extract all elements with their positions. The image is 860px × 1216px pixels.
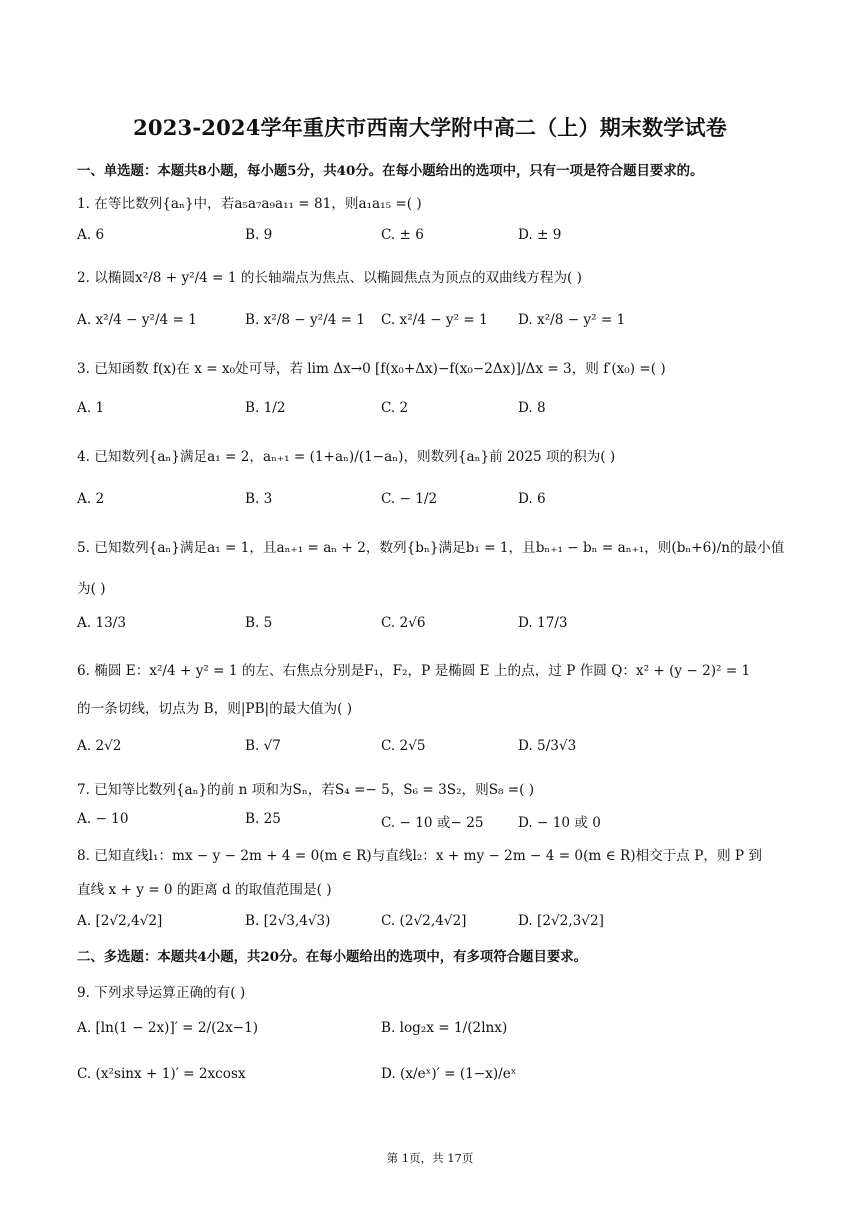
question-5-option-d: D. 17/3 bbox=[518, 615, 568, 631]
question-6-option-c: C. 2√5 bbox=[381, 738, 426, 754]
question-9-option-d: D. (x/eˣ)′ = (1−x)/eˣ bbox=[381, 1066, 517, 1082]
question-2-option-b: B. x²/8 − y²/4 = 1 bbox=[245, 312, 366, 328]
question-9-stem: 9. 下列求导运算正确的有( ) bbox=[77, 985, 246, 1001]
section-heading-multiple-choice: 二、多选题：本题共4小题，共20分。在每小题给出的选项中，有多项符合题目要求。 bbox=[77, 949, 588, 965]
question-1-option-a: A. 6 bbox=[77, 227, 105, 243]
section-heading-single-choice: 一、单选题：本题共8小题，每小题5分，共40分。在每小题给出的选项中，只有一项是符合题目要求的。 bbox=[77, 163, 704, 179]
question-8-option-b: B. [2√3,4√3) bbox=[245, 913, 331, 929]
page-title: 2023-2024学年重庆市西南大学附中高二（上）期末数学试卷 bbox=[133, 115, 727, 140]
question-8-option-c: C. (2√2,4√2] bbox=[381, 913, 467, 929]
question-2-option-d: D. x²/8 − y² = 1 bbox=[518, 312, 626, 328]
question-3-stem: 3. 已知函数 f(x)在 x = x₀处可导，若 lim Δx→0 [f(x₀+Δx)−f(x₀−2Δx)]/Δx = 3，则 f′(x₀) =( ) bbox=[77, 361, 666, 377]
question-2-option-c: C. x²/4 − y² = 1 bbox=[381, 312, 488, 328]
question-1-option-c: C. ± 6 bbox=[381, 227, 424, 243]
question-8-stem-line2: 直线 x + y = 0 的距离 d 的取值范围是( ) bbox=[77, 882, 332, 898]
question-6-option-d: D. 5/3√3 bbox=[518, 738, 577, 754]
question-7-option-c: C. − 10 或− 25 bbox=[381, 815, 484, 831]
page-footer: 第 1页，共 17页 bbox=[386, 1151, 474, 1165]
question-1-option-b: B. 9 bbox=[245, 227, 273, 243]
question-2-option-a: A. x²/4 − y²/4 = 1 bbox=[77, 312, 197, 328]
question-3-option-b: B. 1/2 bbox=[245, 400, 286, 416]
question-4-option-b: B. 3 bbox=[245, 491, 273, 507]
question-6-option-a: A. 2√2 bbox=[77, 738, 122, 754]
question-9-option-b: B. log₂x = 1/(2lnx) bbox=[381, 1020, 508, 1036]
question-5-option-b: B. 5 bbox=[245, 615, 273, 631]
question-7-option-d: D. − 10 或 0 bbox=[518, 815, 601, 831]
question-8-option-a: A. [2√2,4√2] bbox=[77, 913, 163, 929]
question-4-stem: 4. 已知数列{aₙ}满足a₁ = 2，aₙ₊₁ = (1+aₙ)/(1−aₙ)，则数列{aₙ}前 2025 项的积为( ) bbox=[77, 449, 616, 465]
question-4-option-d: D. 6 bbox=[518, 491, 546, 507]
question-6-option-b: B. √7 bbox=[245, 738, 281, 754]
question-1-stem: 1. 在等比数列{aₙ}中，若a₅a₇a₉a₁₁ = 81，则a₁a₁₅ =( ) bbox=[77, 196, 422, 212]
question-6-stem: 6. 椭圆 E：x²/4 + y² = 1 的左、右焦点分别是F₁，F₂，P 是椭圆 E 上的点，过 P 作圆 Q：x² + (y − 2)² = 1 bbox=[77, 663, 751, 679]
question-3-option-c: C. 2 bbox=[381, 400, 409, 416]
question-2-stem: 2. 以椭圆x²/8 + y²/4 = 1 的长轴端点为焦点、以椭圆焦点为顶点的双曲线方程为( ) bbox=[77, 270, 582, 286]
question-3-option-a: A. 1 bbox=[77, 400, 105, 416]
question-5-stem: 5. 已知数列{aₙ}满足a₁ = 1，且aₙ₊₁ = aₙ + 2，数列{bₙ}满足b₁ = 1，且bₙ₊₁ − bₙ = aₙ₊₁，则(bₙ+6)/n的最小值 bbox=[77, 540, 785, 556]
question-3-option-d: D. 8 bbox=[518, 400, 546, 416]
question-1-option-d: D. ± 9 bbox=[518, 227, 562, 243]
question-5-option-c: C. 2√6 bbox=[381, 615, 426, 631]
question-8-option-d: D. [2√2,3√2] bbox=[518, 913, 604, 929]
question-4-option-a: A. 2 bbox=[77, 491, 105, 507]
question-5-stem-line2: 为( ) bbox=[77, 581, 106, 597]
question-5-option-a: A. 13/3 bbox=[77, 615, 126, 631]
question-4-option-c: C. − 1/2 bbox=[381, 491, 438, 507]
question-7-option-b: B. 25 bbox=[245, 811, 281, 827]
question-7-stem: 7. 已知等比数列{aₙ}的前 n 项和为Sₙ，若S₄ =− 5，S₆ = 3S₂，则S₈ =( ) bbox=[77, 782, 535, 798]
question-8-stem: 8. 已知直线l₁：mx − y − 2m + 4 = 0(m ∈ R)与直线l₂：x + my − 2m − 4 = 0(m ∈ R)相交于点 P，则 P 到 bbox=[77, 848, 762, 864]
question-7-option-a: A. − 10 bbox=[77, 811, 129, 827]
question-9-option-c: C. (x²sinx + 1)′ = 2xcosx bbox=[77, 1066, 246, 1082]
question-6-stem-line2: 的一条切线，切点为 B，则|PB|的最大值为( ) bbox=[77, 701, 353, 717]
question-9-option-a: A. [ln(1 − 2x)]′ = 2/(2x−1) bbox=[77, 1020, 259, 1036]
